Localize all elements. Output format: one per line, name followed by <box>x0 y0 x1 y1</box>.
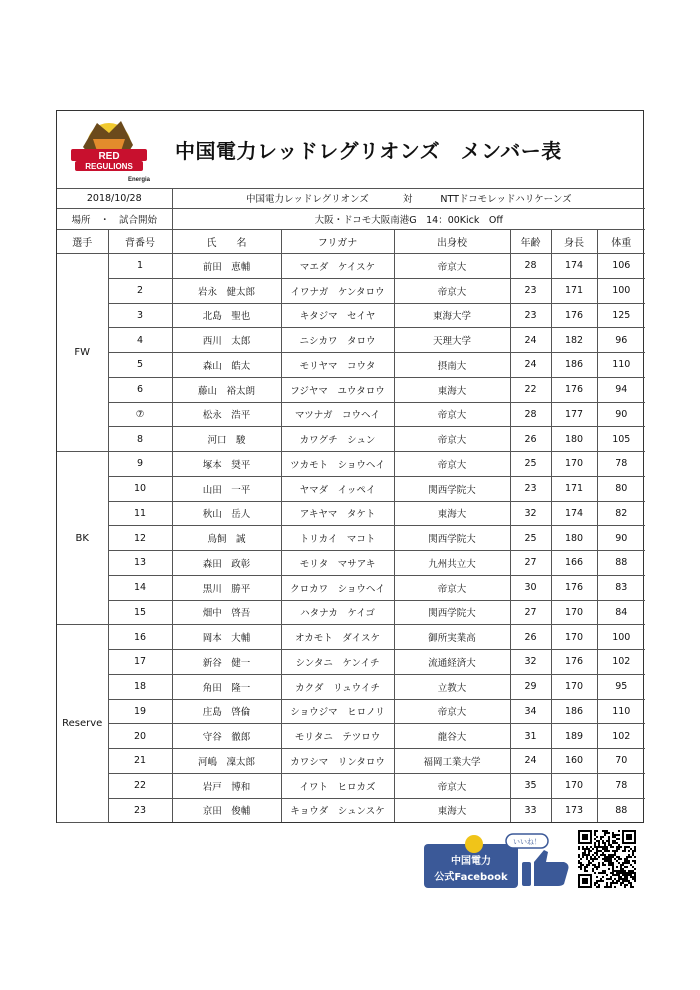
player-name: 河口 駿 <box>172 427 281 452</box>
player-age: 28 <box>510 402 551 427</box>
player-weight: 110 <box>597 353 645 378</box>
col-name: 氏 名 <box>172 230 281 254</box>
player-height: 173 <box>551 798 597 822</box>
player-school: 帝京大 <box>394 402 510 427</box>
table-row <box>57 526 645 551</box>
table-row <box>57 427 645 452</box>
player-school: 関西学院大 <box>394 600 510 625</box>
player-height: 186 <box>551 699 597 724</box>
player-school: 摂南大 <box>394 353 510 378</box>
player-kana: ハタナカ ケイゴ <box>281 600 394 625</box>
player-age: 29 <box>510 674 551 699</box>
player-kana: イワナガ ケンタロウ <box>281 278 394 303</box>
player-school: 立教大 <box>394 674 510 699</box>
player-name: 河嶋 凜太郎 <box>172 749 281 774</box>
player-age: 27 <box>510 600 551 625</box>
player-age: 24 <box>510 328 551 353</box>
player-kana: イワト ヒロカズ <box>281 773 394 798</box>
player-kana: モリタ マサアキ <box>281 551 394 576</box>
player-height: 186 <box>551 353 597 378</box>
player-height: 171 <box>551 278 597 303</box>
team-logo <box>63 115 155 185</box>
table-row <box>57 476 645 501</box>
table-row <box>57 402 645 427</box>
table-row <box>57 254 645 279</box>
facebook-line1: 中国電力 <box>451 856 491 867</box>
player-weight: 125 <box>597 303 645 328</box>
player-kana: ニシカワ タロウ <box>281 328 394 353</box>
player-weight: 100 <box>597 625 645 650</box>
venue-label: 場所 ・ 試合開始 <box>57 209 172 230</box>
player-school: 帝京大 <box>394 254 510 279</box>
player-age: 26 <box>510 625 551 650</box>
member-table <box>57 188 645 823</box>
player-name: 鳥飼 誠 <box>172 526 281 551</box>
column-header-row <box>57 230 645 254</box>
player-name: 岡本 大輔 <box>172 625 281 650</box>
player-number: ⑦ <box>108 402 172 427</box>
player-height: 170 <box>551 773 597 798</box>
player-kana: マツナガ コウヘイ <box>281 402 394 427</box>
player-number: 20 <box>108 724 172 749</box>
player-weight: 102 <box>597 650 645 675</box>
player-number: 16 <box>108 625 172 650</box>
player-weight: 70 <box>597 749 645 774</box>
player-name: 森田 政彰 <box>172 551 281 576</box>
table-row <box>57 625 645 650</box>
player-weight: 96 <box>597 328 645 353</box>
table-row <box>57 303 645 328</box>
table-row <box>57 452 645 477</box>
col-number: 背番号 <box>108 230 172 254</box>
facebook-banner[interactable] <box>424 830 572 890</box>
player-school: 東海大 <box>394 501 510 526</box>
player-age: 23 <box>510 303 551 328</box>
player-name: 前田 恵輔 <box>172 254 281 279</box>
table-row <box>57 551 645 576</box>
player-number: 22 <box>108 773 172 798</box>
player-height: 174 <box>551 254 597 279</box>
player-height: 170 <box>551 674 597 699</box>
player-number: 6 <box>108 377 172 402</box>
player-kana: モリヤマ コウタ <box>281 353 394 378</box>
player-age: 27 <box>510 551 551 576</box>
player-name: 北島 聖也 <box>172 303 281 328</box>
player-kana: マエダ ケイスケ <box>281 254 394 279</box>
player-number: 18 <box>108 674 172 699</box>
player-number: 15 <box>108 600 172 625</box>
player-kana: ヤマダ イッペイ <box>281 476 394 501</box>
match-date: 2018/10/28 <box>57 188 172 209</box>
player-weight: 88 <box>597 798 645 822</box>
player-number: 2 <box>108 278 172 303</box>
player-height: 176 <box>551 303 597 328</box>
qr-code[interactable] <box>578 830 636 888</box>
player-name: 庄島 啓倫 <box>172 699 281 724</box>
col-kana: フリガナ <box>281 230 394 254</box>
away-team: NTTドコモレッドハリケーンズ <box>440 194 572 205</box>
player-age: 24 <box>510 353 551 378</box>
match-teams <box>172 188 645 209</box>
player-name: 岩戸 博和 <box>172 773 281 798</box>
player-number: 17 <box>108 650 172 675</box>
table-row <box>57 575 645 600</box>
member-sheet <box>56 110 644 823</box>
player-name: 西川 太郎 <box>172 328 281 353</box>
logo-line1: RED <box>98 151 120 162</box>
player-school: 帝京大 <box>394 452 510 477</box>
home-team: 中国電力レッドレグリオンズ <box>245 194 369 205</box>
player-weight: 90 <box>597 526 645 551</box>
player-school: 帝京大 <box>394 575 510 600</box>
player-number: 10 <box>108 476 172 501</box>
player-height: 176 <box>551 377 597 402</box>
player-kana: カクダ リュウイチ <box>281 674 394 699</box>
player-weight: 102 <box>597 724 645 749</box>
player-school: 御所実業高 <box>394 625 510 650</box>
player-weight: 106 <box>597 254 645 279</box>
player-number: 11 <box>108 501 172 526</box>
player-name: 山田 一平 <box>172 476 281 501</box>
venue-row <box>57 209 645 230</box>
table-row <box>57 328 645 353</box>
player-height: 176 <box>551 575 597 600</box>
player-kana: カワグチ シュン <box>281 427 394 452</box>
table-row <box>57 650 645 675</box>
player-weight: 110 <box>597 699 645 724</box>
player-age: 30 <box>510 575 551 600</box>
player-name: 守谷 徹郎 <box>172 724 281 749</box>
facebook-line2: 公式Facebook <box>434 872 508 883</box>
player-weight: 82 <box>597 501 645 526</box>
player-school: 関西学院大 <box>394 526 510 551</box>
player-age: 33 <box>510 798 551 822</box>
player-number: 3 <box>108 303 172 328</box>
player-name: 岩永 健太郎 <box>172 278 281 303</box>
thumbs-up-icon <box>522 850 569 886</box>
player-school: 帝京大 <box>394 699 510 724</box>
player-age: 25 <box>510 452 551 477</box>
player-name: 秋山 岳人 <box>172 501 281 526</box>
player-number: 12 <box>108 526 172 551</box>
table-row <box>57 278 645 303</box>
match-date-row <box>57 188 645 209</box>
player-number: 8 <box>108 427 172 452</box>
player-school: 龍谷大 <box>394 724 510 749</box>
player-kana: モリタニ テツロウ <box>281 724 394 749</box>
player-school: 帝京大 <box>394 278 510 303</box>
player-name: 松永 浩平 <box>172 402 281 427</box>
col-height: 身長 <box>551 230 597 254</box>
table-row <box>57 353 645 378</box>
player-name: 新谷 健一 <box>172 650 281 675</box>
player-school: 九州共立大 <box>394 551 510 576</box>
player-name: 京田 俊輔 <box>172 798 281 822</box>
player-weight: 80 <box>597 476 645 501</box>
player-weight: 100 <box>597 278 645 303</box>
player-height: 189 <box>551 724 597 749</box>
player-weight: 78 <box>597 452 645 477</box>
player-height: 170 <box>551 625 597 650</box>
player-height: 182 <box>551 328 597 353</box>
player-school: 東海大 <box>394 798 510 822</box>
player-height: 176 <box>551 650 597 675</box>
table-row <box>57 773 645 798</box>
player-name: 塚本 奨平 <box>172 452 281 477</box>
player-weight: 105 <box>597 427 645 452</box>
player-height: 180 <box>551 427 597 452</box>
player-weight: 94 <box>597 377 645 402</box>
logo-brand: Energia <box>127 177 151 183</box>
player-number: 21 <box>108 749 172 774</box>
col-position: 選手 <box>57 230 108 254</box>
position-group-label: Reserve <box>57 625 108 823</box>
player-age: 22 <box>510 377 551 402</box>
player-age: 25 <box>510 526 551 551</box>
venue-value: 大阪・ドコモ大阪南港G 14：00Kick Off <box>172 209 645 230</box>
player-weight: 88 <box>597 551 645 576</box>
player-height: 170 <box>551 452 597 477</box>
player-weight: 83 <box>597 575 645 600</box>
col-age: 年齢 <box>510 230 551 254</box>
table-row <box>57 749 645 774</box>
player-age: 26 <box>510 427 551 452</box>
player-school: 流通経済大 <box>394 650 510 675</box>
player-kana: トリカイ マコト <box>281 526 394 551</box>
player-kana: オカモト ダイスケ <box>281 625 394 650</box>
player-name: 角田 隆一 <box>172 674 281 699</box>
col-school: 出身校 <box>394 230 510 254</box>
player-height: 180 <box>551 526 597 551</box>
player-kana: アキヤマ タケト <box>281 501 394 526</box>
player-age: 32 <box>510 650 551 675</box>
player-height: 171 <box>551 476 597 501</box>
player-name: 森山 皓太 <box>172 353 281 378</box>
player-number: 19 <box>108 699 172 724</box>
player-school: 天理大学 <box>394 328 510 353</box>
player-weight: 84 <box>597 600 645 625</box>
player-name: 畑中 啓吾 <box>172 600 281 625</box>
player-kana: シンタニ ケンイチ <box>281 650 394 675</box>
player-school: 福岡工業大学 <box>394 749 510 774</box>
player-number: 4 <box>108 328 172 353</box>
player-number: 14 <box>108 575 172 600</box>
player-kana: クロカワ ショウヘイ <box>281 575 394 600</box>
logo-line2: REGULIONS <box>85 162 133 171</box>
player-number: 23 <box>108 798 172 822</box>
player-school: 帝京大 <box>394 773 510 798</box>
table-row <box>57 699 645 724</box>
player-name: 藤山 裕太朗 <box>172 377 281 402</box>
table-row <box>57 798 645 822</box>
player-weight: 95 <box>597 674 645 699</box>
table-row <box>57 501 645 526</box>
page-title: 中国電力レッドレグリオンズ メンバー表 <box>175 139 562 163</box>
player-weight: 90 <box>597 402 645 427</box>
player-height: 177 <box>551 402 597 427</box>
player-school: 帝京大 <box>394 427 510 452</box>
player-age: 34 <box>510 699 551 724</box>
player-kana: ツカモト ショウヘイ <box>281 452 394 477</box>
player-height: 170 <box>551 600 597 625</box>
player-number: 9 <box>108 452 172 477</box>
player-school: 関西学院大 <box>394 476 510 501</box>
player-age: 28 <box>510 254 551 279</box>
player-height: 160 <box>551 749 597 774</box>
player-kana: フジヤマ ユウタロウ <box>281 377 394 402</box>
player-age: 35 <box>510 773 551 798</box>
position-group-label: BK <box>57 452 108 625</box>
player-height: 174 <box>551 501 597 526</box>
vs-label: 対 <box>402 194 413 205</box>
table-row <box>57 377 645 402</box>
player-age: 24 <box>510 749 551 774</box>
player-weight: 78 <box>597 773 645 798</box>
player-number: 5 <box>108 353 172 378</box>
sheet-header <box>57 111 643 189</box>
player-height: 166 <box>551 551 597 576</box>
player-school: 東海大 <box>394 377 510 402</box>
player-kana: キタジマ セイヤ <box>281 303 394 328</box>
player-name: 黒川 勝平 <box>172 575 281 600</box>
player-kana: キョウダ シュンスケ <box>281 798 394 822</box>
player-number: 13 <box>108 551 172 576</box>
player-age: 23 <box>510 278 551 303</box>
table-row <box>57 724 645 749</box>
table-row <box>57 674 645 699</box>
player-age: 23 <box>510 476 551 501</box>
col-weight: 体重 <box>597 230 645 254</box>
like-bubble-text: いいね！ <box>513 838 541 846</box>
player-age: 32 <box>510 501 551 526</box>
player-kana: カワシマ リンタロウ <box>281 749 394 774</box>
player-number: 1 <box>108 254 172 279</box>
player-age: 31 <box>510 724 551 749</box>
player-kana: ショウジマ ヒロノリ <box>281 699 394 724</box>
player-school: 東海大学 <box>394 303 510 328</box>
position-group-label: FW <box>57 254 108 452</box>
table-row <box>57 600 645 625</box>
